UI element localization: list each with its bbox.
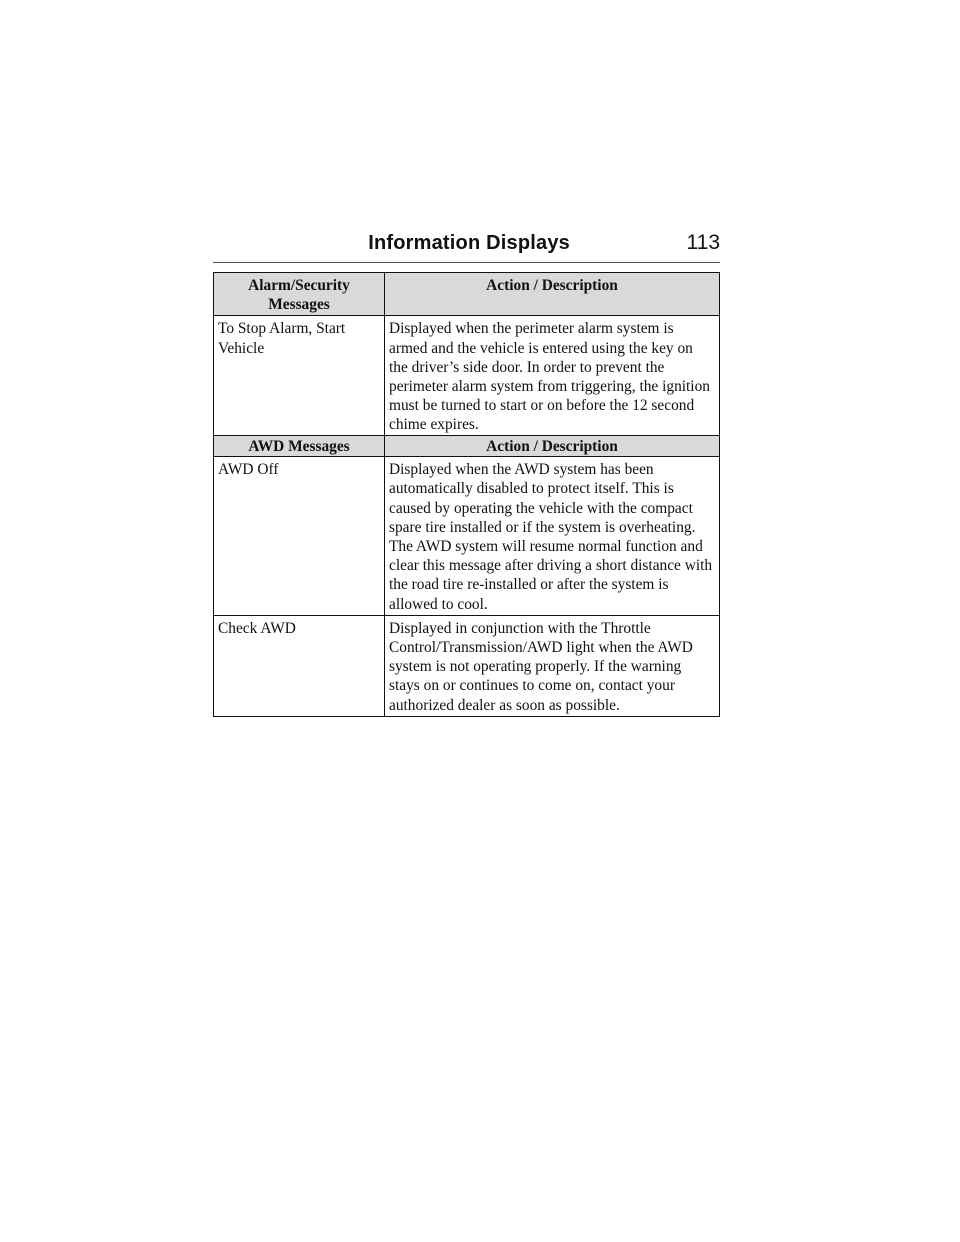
table-row [214, 457, 720, 616]
page-header [213, 228, 720, 263]
table-row [214, 316, 720, 436]
page-number: 113 [686, 231, 720, 254]
awd-messages-table [213, 435, 720, 717]
table-header-row [214, 436, 720, 457]
message-cell: Check AWD [214, 615, 385, 716]
description-cell: Displayed when the AWD system has been automatically disabled to protect itself. This is caused by operating the vehicle with the compact spare tire installed or if the system is overheating. The AWD system will resume normal function and clear this message after driving a short distance with the road tire re-installed or after the system is allowed to cool. [385, 457, 720, 616]
message-cell: To Stop Alarm, Start Vehicle [214, 316, 385, 436]
column-header-description: Action / Description [385, 436, 720, 457]
alarm-security-messages-table [213, 272, 720, 437]
table-row [214, 615, 720, 716]
table-header-row [214, 273, 720, 316]
section-title: Information Displays [368, 232, 570, 254]
description-cell: Displayed when the perimeter alarm system is armed and the vehicle is entered using the key on the driver’s side door. In order to prevent the perimeter alarm system from triggering, the ignition must be turned to start or on before the 12 second chime expires. [385, 316, 720, 436]
column-header-messages: Alarm/Security Messages [214, 273, 385, 316]
description-cell: Displayed in conjunction with the Throttle Control/Transmission/AWD light when the AWD system is not operating properly. If the warning stays on or continues to come on, contact your authorized dealer as soon as possible. [385, 615, 720, 716]
column-header-description: Action / Description [385, 273, 720, 316]
column-header-messages: AWD Messages [214, 436, 385, 457]
message-cell: AWD Off [214, 457, 385, 616]
